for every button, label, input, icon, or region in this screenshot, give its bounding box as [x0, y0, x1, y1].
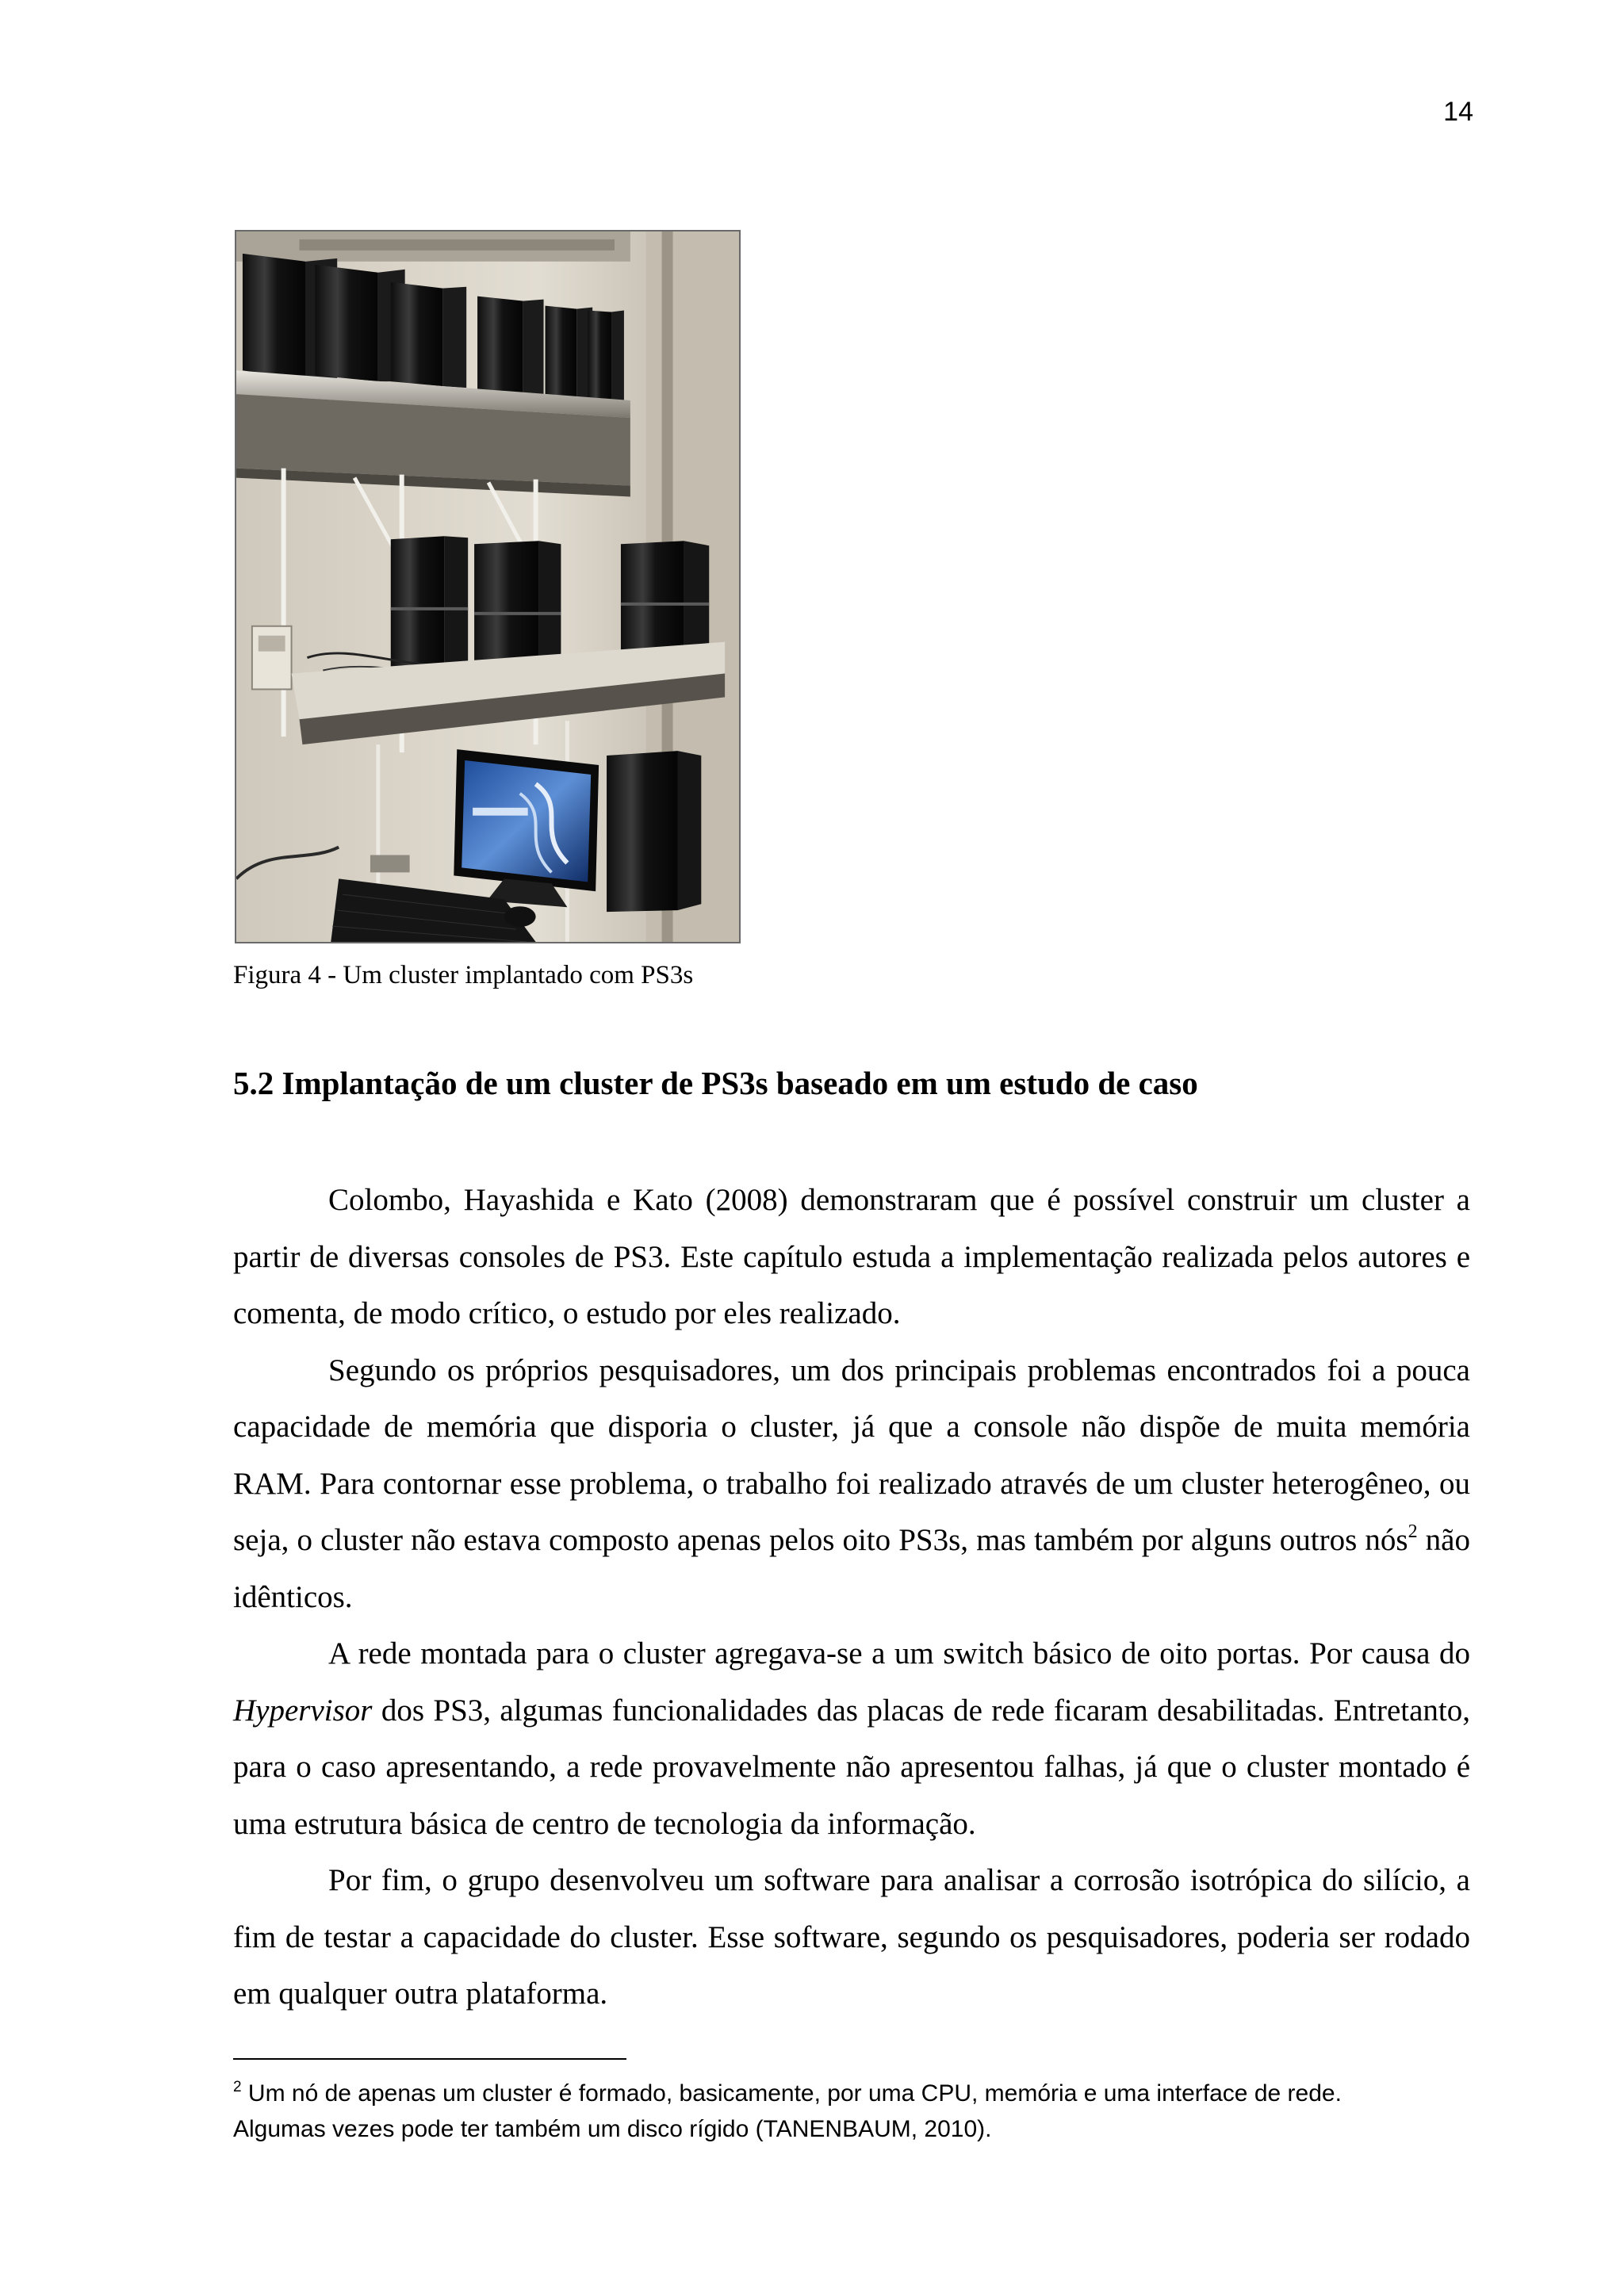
body-text — [233, 1172, 1470, 2022]
figure-photo — [235, 230, 741, 943]
paragraph-1: Colombo, Hayashida e Kato (2008) demonstraram que é possível construir um cluster a partir de diversas consoles de PS3. Este capítulo estuda a implementação realizada pelos autores e comenta, de modo crítico, o estudo por eles realizado. — [233, 1183, 1470, 1330]
paragraph-3-text: A rede montada para o cluster agregava-se a um switch básico de oito portas. Por causa do — [328, 1636, 1470, 1670]
page-number: 14 — [1443, 97, 1473, 127]
paragraph-3-tail: dos PS3, algumas funcionalidades das placas de rede ficaram desabilitadas. Entretanto, para o caso apresentando, a rede provavelmente não apresentou falhas, já que o cluster montado é uma estrutura básica de centro de tecnologia da informação. — [233, 1693, 1470, 1841]
footnote-reference: 2 — [1408, 1521, 1418, 1542]
paragraph-2 — [233, 1342, 1470, 1626]
footnote-line-2: Algumas vezes pode ter também um disco rígido (TANENBAUM, 2010). — [233, 2116, 992, 2142]
footnote-separator — [233, 2058, 626, 2060]
paragraph-2-tail: não idênticos. — [233, 1523, 1470, 1614]
paragraph-2-text: Segundo os próprios pesquisadores, um dos principais problemas encontrados foi a pouca capacidade de memória que disporia o cluster, já que a console não dispõe de muita memória RAM. Para contornar esse problema, o trabalho foi realizado através de um cluster heterogêneo, ou seja, o cluster não estava composto apenas pelos oito PS3s, mas também por alguns outros nós — [233, 1353, 1470, 1557]
paragraph-3 — [233, 1625, 1470, 1852]
figure-caption: Figura 4 - Um cluster implantado com PS3s — [233, 961, 694, 989]
section-heading: 5.2 Implantação de um cluster de PS3s baseado em um estudo de caso — [233, 1065, 1198, 1101]
footnote — [233, 2076, 1502, 2147]
footnote-marker: 2 — [233, 2079, 242, 2095]
footnote-text-1: Um nó de apenas um cluster é formado, basicamente, por uma CPU, memória e uma interface de rede. — [241, 2080, 1342, 2107]
footnote-line-1 — [233, 2076, 1502, 2111]
hypervisor-term: Hypervisor — [233, 1693, 373, 1728]
paragraph-4: Por fim, o grupo desenvolveu um software para analisar a corrosão isotrópica do silício, a fim de testar a capacidade do cluster. Esse software, segundo os pesquisadores, poderia ser rodado em qualquer outra plataforma. — [233, 1863, 1470, 2011]
cluster-photo-image — [236, 232, 739, 942]
